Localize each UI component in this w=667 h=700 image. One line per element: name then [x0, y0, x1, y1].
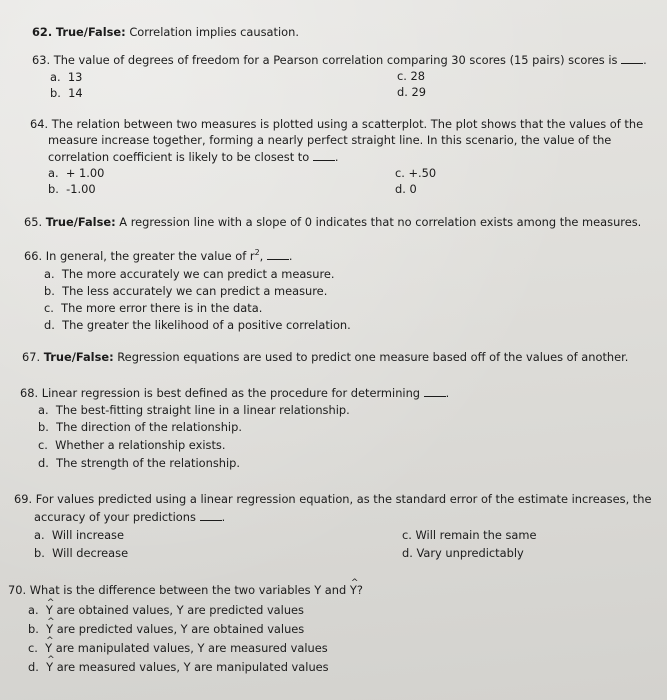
q69-number: 69.	[14, 492, 33, 506]
question-68: 68. Linear regression is best defined as the procedure for determining .	[20, 386, 450, 400]
q69-option-b	[34, 546, 128, 561]
question-65	[24, 215, 641, 230]
q63-option-c	[397, 69, 425, 84]
q64-line2: measure increase together, forming a nearly perfect straight line. In this scenario, the value of the	[48, 133, 612, 147]
q63-option-b	[50, 86, 83, 101]
option-letter: b.	[48, 182, 59, 196]
option-text: 14	[68, 86, 83, 100]
q69-option-d	[402, 546, 524, 561]
option-letter: a.	[28, 603, 39, 617]
option-letter: a.	[48, 166, 59, 180]
option-text: + 1.00	[65, 166, 105, 180]
q70-stem-end: ?	[356, 583, 363, 597]
q66-stem: In general, the greater the value of r	[45, 249, 255, 263]
q70-number: 70.	[8, 583, 27, 597]
option-letter: b.	[50, 86, 61, 100]
q63-option-d	[397, 85, 426, 100]
q69-line2-row: accuracy of your predictions .	[34, 510, 226, 524]
q68-option-b	[38, 420, 242, 435]
q63-option-a	[50, 70, 82, 85]
option-text: are predicted values, Y are obtained values	[56, 622, 305, 636]
q62-number: 62.	[32, 25, 53, 39]
option-text: +.50	[408, 166, 437, 180]
q64-option-d	[395, 182, 417, 197]
y-hat-symbol: ^ Y	[46, 622, 53, 637]
q66-number: 66.	[24, 249, 43, 263]
option-letter: a.	[38, 403, 49, 417]
option-letter: d.	[44, 318, 55, 332]
option-text: 29	[411, 85, 426, 99]
option-letter: c.	[38, 438, 48, 452]
option-letter: c.	[44, 301, 54, 315]
option-letter: b.	[38, 420, 49, 434]
option-text: -1.00	[66, 182, 96, 196]
q62-text: Correlation implies causation.	[129, 25, 299, 39]
q69-line1: For values predicted using a linear regression equation, as the standard error of the estimate increases, the	[35, 492, 652, 506]
question-67	[22, 350, 628, 365]
q64-option-a	[48, 166, 104, 181]
option-letter: d.	[395, 182, 406, 196]
option-text: 28	[410, 69, 426, 83]
q65-label: True/False:	[45, 215, 116, 229]
q64-line1: The relation between two measures is plotted using a scatterplot. The plot shows that the values of the	[51, 117, 644, 131]
q67-text: Regression equations are used to predict one measure based off of the values of another.	[117, 350, 629, 364]
option-letter: c.	[28, 641, 38, 655]
option-text: The less accurately we can predict a measure.	[62, 284, 328, 298]
q63-blank	[621, 53, 643, 64]
y-hat-symbol: ^ Y	[350, 583, 357, 598]
option-text: are manipulated values, Y are measured values	[55, 641, 328, 655]
q66-option-c	[44, 301, 262, 316]
question-70	[8, 583, 363, 598]
option-letter: d.	[397, 85, 408, 99]
option-letter: c.	[395, 166, 405, 180]
q68-option-d	[38, 456, 240, 471]
option-text: Will increase	[51, 528, 124, 542]
option-text: The direction of the relationship.	[56, 420, 242, 434]
q68-option-a	[38, 403, 350, 418]
option-letter: d.	[28, 660, 39, 674]
option-text: The best-fitting straight line in a linear relationship.	[55, 403, 350, 417]
question-69	[14, 492, 652, 507]
option-letter: c.	[402, 528, 412, 542]
q69-option-a	[34, 528, 124, 543]
option-text: Vary unpredictably	[416, 546, 524, 560]
q67-number: 67.	[22, 350, 41, 364]
option-letter: b.	[44, 284, 55, 298]
q64-blank	[313, 150, 335, 161]
q70-stem: What is the difference between the two variables Y and	[29, 583, 350, 597]
option-text: The greater the likelihood of a positive correlation.	[62, 318, 351, 332]
q68-option-c	[38, 438, 225, 453]
q64-option-b	[48, 182, 96, 197]
q69-line2: accuracy of your predictions	[34, 510, 196, 524]
q65-number: 65.	[24, 215, 43, 229]
q64-option-c	[395, 166, 436, 181]
q64-line3-row: correlation coefficient is likely to be closest to .	[48, 150, 339, 164]
q70-option-d	[28, 660, 329, 675]
q66-option-b	[44, 284, 327, 299]
option-text: 0	[409, 182, 417, 196]
q64-number: 64.	[30, 117, 49, 131]
q63-number: 63.	[32, 53, 51, 67]
question-63: 63. The value of degrees of freedom for a Pearson correlation comparing 30 scores (15 pairs) scores is .	[32, 53, 647, 67]
y-hat-symbol: ^ Y	[46, 603, 53, 618]
q67-label: True/False:	[43, 350, 114, 364]
question-64	[30, 117, 643, 132]
q64-line3: correlation coefficient is likely to be closest to	[48, 150, 310, 164]
q66-stem-end: ,	[259, 249, 264, 263]
question-62	[32, 25, 299, 40]
option-letter: b.	[28, 622, 39, 636]
q66-option-d	[44, 318, 351, 333]
q68-text: Linear regression is best defined as the procedure for determining	[41, 386, 421, 400]
option-letter: c.	[397, 69, 407, 83]
option-letter: d.	[38, 456, 49, 470]
q66-option-a	[44, 267, 335, 282]
y-hat-symbol: ^ Y	[46, 660, 53, 675]
q62-label: True/False:	[55, 25, 126, 39]
option-letter: a.	[34, 528, 45, 542]
q68-blank	[424, 386, 446, 397]
q70-option-a	[28, 603, 304, 618]
question-66: 66. In general, the greater the value of $r^2$, .	[24, 248, 293, 263]
option-text: are measured values, Y are manipulated values	[56, 660, 329, 674]
option-letter: a.	[50, 70, 61, 84]
q66-blank	[267, 249, 289, 260]
option-text: are obtained values, Y are predicted values	[56, 603, 304, 617]
option-text: Will decrease	[52, 546, 129, 560]
option-letter: d.	[402, 546, 413, 560]
y-hat-symbol: ^ Y	[45, 641, 52, 656]
option-text: 13	[67, 70, 83, 84]
q68-number: 68.	[20, 386, 39, 400]
option-letter: b.	[34, 546, 45, 560]
q70-option-c	[28, 641, 328, 656]
q69-blank	[200, 510, 222, 521]
option-letter: a.	[44, 267, 55, 281]
q63-text: The value of degrees of freedom for a Pearson correlation comparing 30 scores (15 pairs) scores is	[53, 53, 618, 67]
q69-option-c	[402, 528, 537, 543]
option-text: The strength of the relationship.	[56, 456, 240, 470]
option-text: Will remain the same	[415, 528, 537, 542]
q66-superscript: 2	[254, 248, 260, 258]
option-text: The more error there is in the data.	[61, 301, 263, 315]
option-text: The more accurately we can predict a measure.	[61, 267, 335, 281]
q65-text: A regression line with a slope of 0 indicates that no correlation exists among the measures.	[119, 215, 642, 229]
option-text: Whether a relationship exists.	[55, 438, 226, 452]
q70-option-b	[28, 622, 304, 637]
